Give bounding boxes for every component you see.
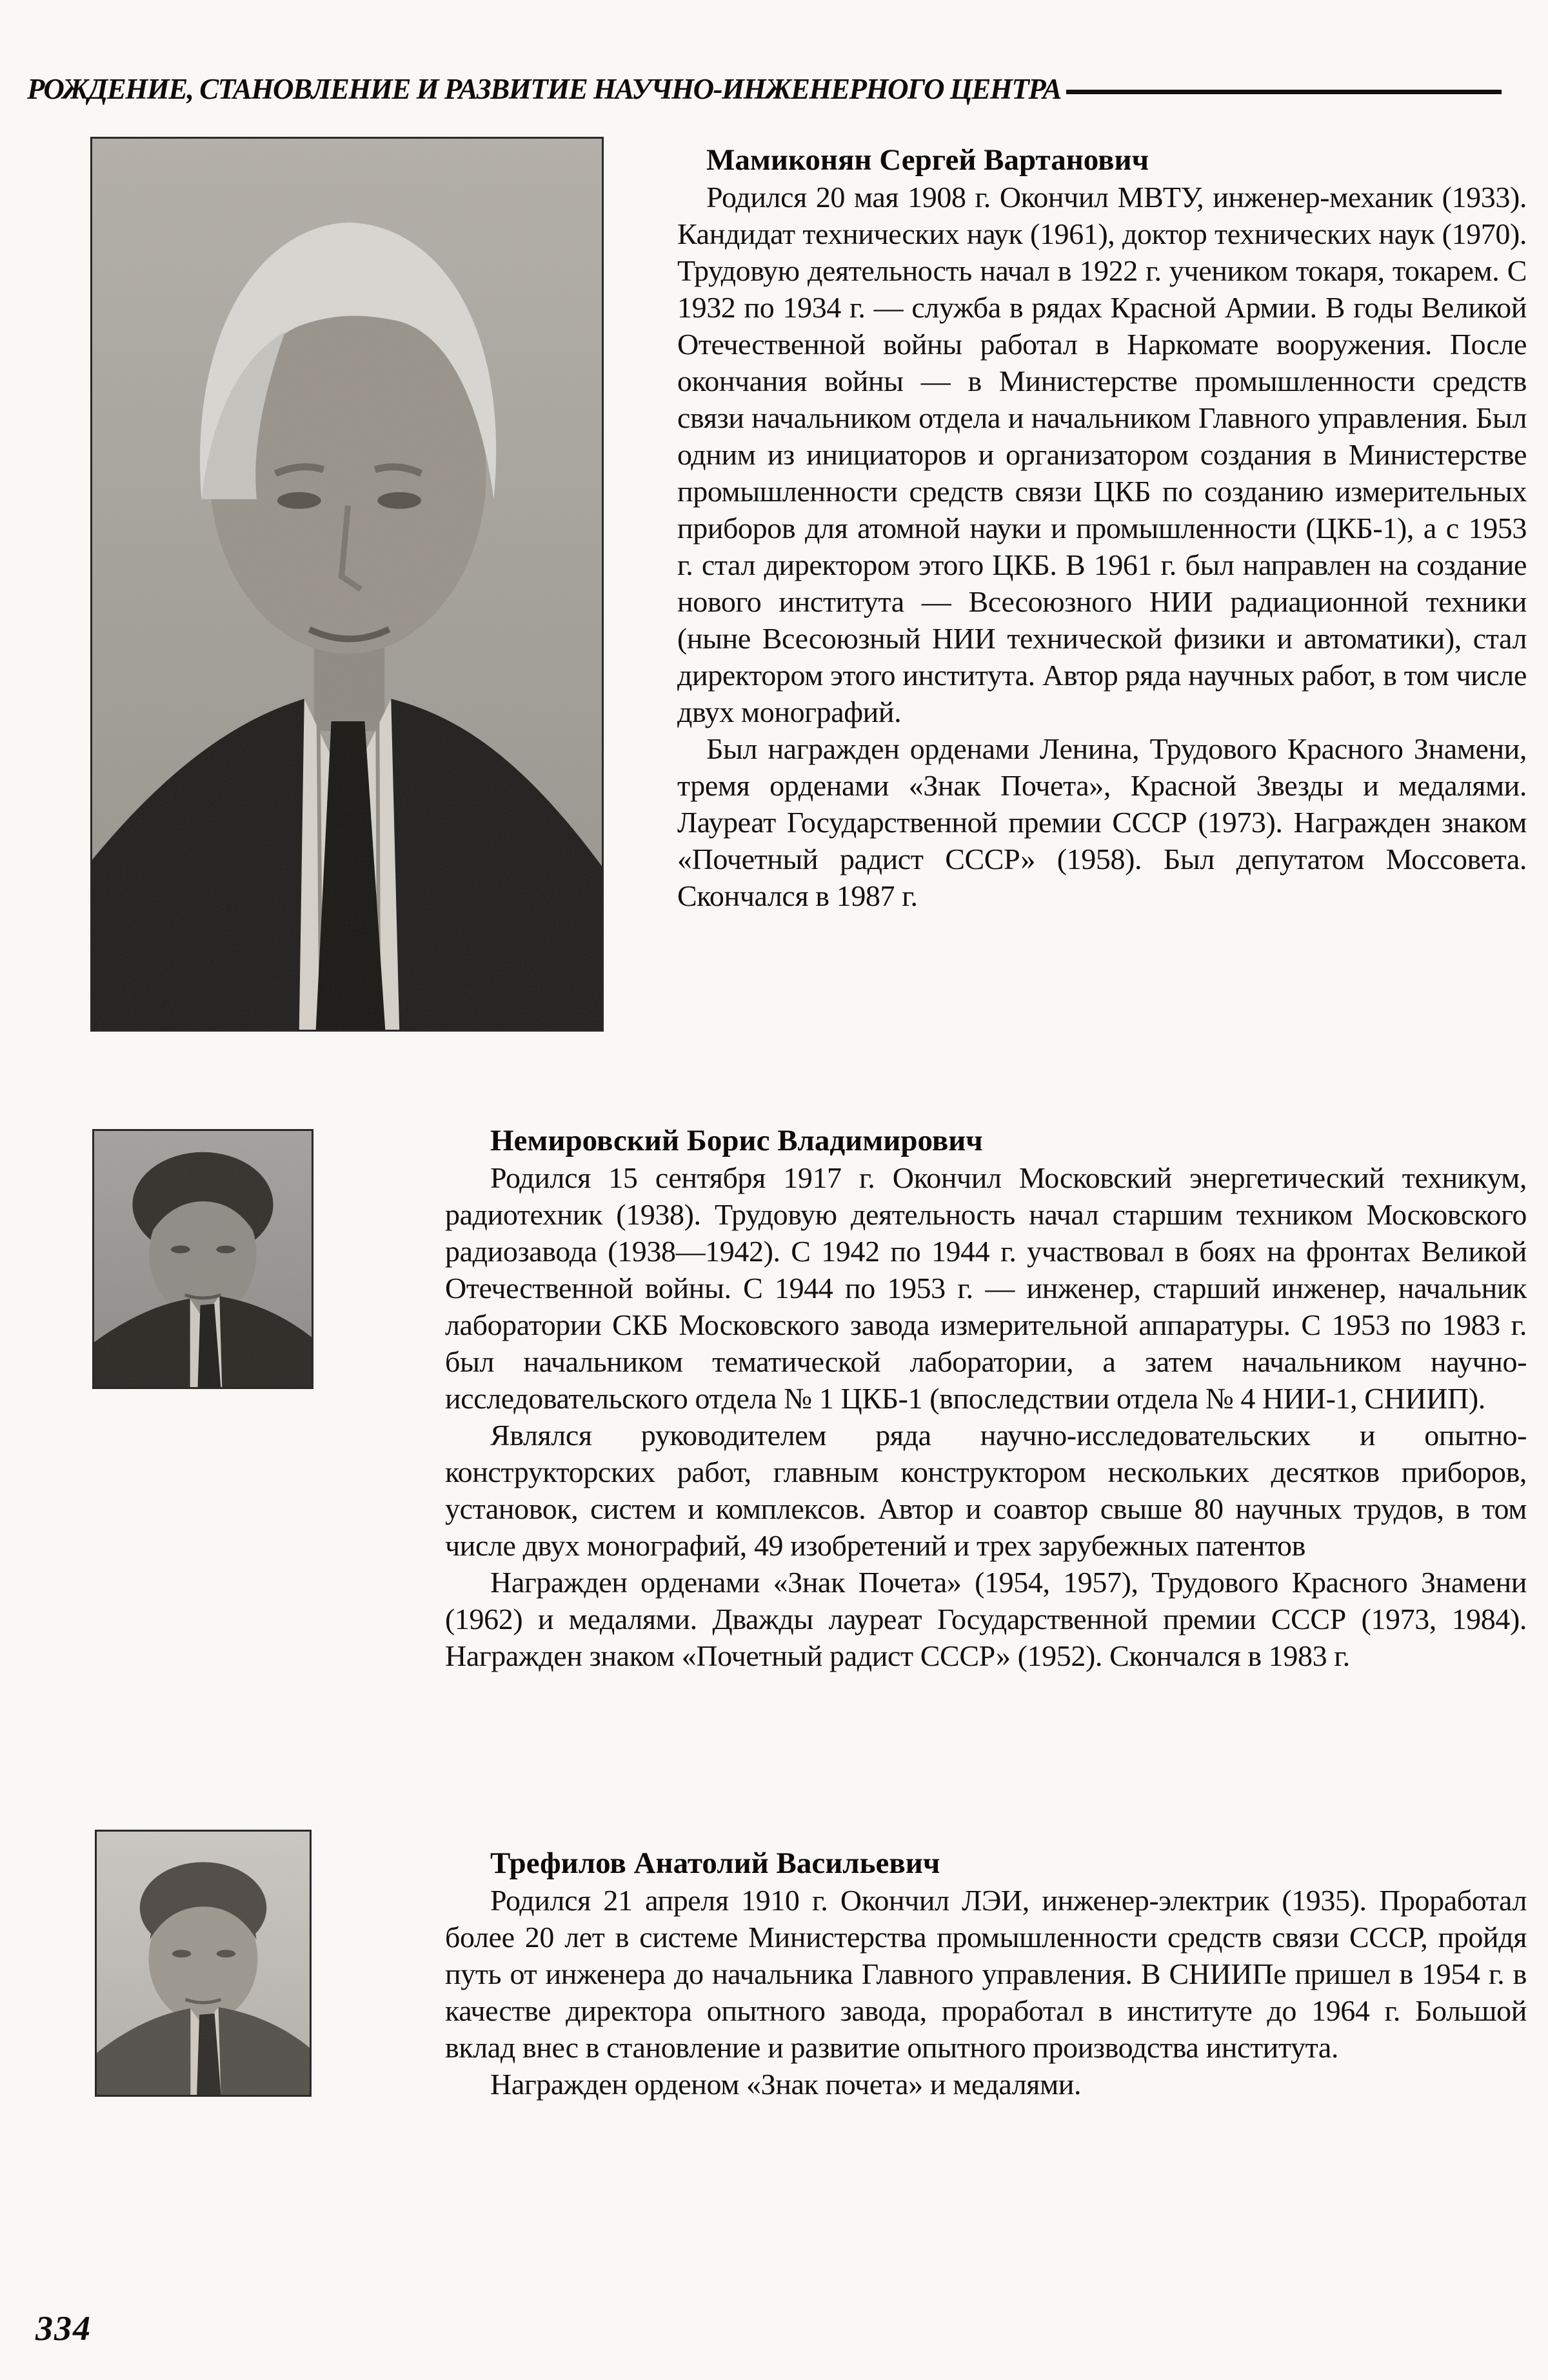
- bio-name-mamikonyan: Мамиконян Сергей Вартанович: [706, 143, 1149, 177]
- bio-mamikonyan: [677, 142, 1527, 914]
- bio-paragraphs-trefilov: [445, 1882, 1527, 2103]
- header-rule: [1066, 90, 1502, 94]
- bio-paragraph: Награжден орденами «Знак Почета» (1954, 1957), Трудового Красного Знамени (1962) и медалями. Дважды лауреат Государственной премии СССР (1973, 1984). Награжден знаком «Почетный радист СССР» (1952). Скончался в 1983 г.: [445, 1566, 1527, 1672]
- page-header: [27, 72, 1502, 106]
- bio-trefilov: [445, 1845, 1527, 2103]
- running-head-title: РОЖДЕНИЕ, СТАНОВЛЕНИЕ И РАЗВИТИЕ НАУЧНО-ИНЖЕНЕРНОГО ЦЕНТРА: [27, 73, 1061, 105]
- portrait-illustration: [97, 1832, 310, 2095]
- bio-paragraph: Родился 15 сентября 1917 г. Окончил Московский энергетический техникум, радиотехник (1938). Трудовую деятельность начал старшим техником Московского радиозавода (1938—1942). С 1942 по 1944 г. участвовал в боях на фронтах Великой Отечественной войны. С 1944 по 1953 г. — инженер, старший инженер, начальник лаборатории СКБ Московского завода измерительной аппаратуры. С 1953 по 1983 г. был начальником тематической лаборатории, а затем начальником научно-исследовательского отдела № 1 ЦКБ-1 (впоследствии отдела № 4 НИИ-1, СНИИП).: [445, 1161, 1527, 1415]
- bio-paragraph: Являлся руководителем ряда научно-исследовательских и опытно-конструкторских работ, главным конструктором нескольких десятков приборов, установок, систем и комплексов. Автор и соавтор свыше 80 научных трудов, в том числе двух монографий, 49 изобретений и трех зарубежных патентов: [445, 1419, 1527, 1562]
- portrait-illustration: [94, 1131, 312, 1387]
- bio-name-trefilov: Трефилов Анатолий Васильевич: [490, 1846, 940, 1880]
- bio-paragraphs-mamikonyan: [677, 179, 1527, 914]
- bio-paragraphs-nemirovsky: [445, 1159, 1527, 1674]
- bio-nemirovsky: [445, 1123, 1527, 1674]
- portrait-photo-nemirovsky: [92, 1129, 313, 1389]
- bio-paragraph: Был награжден орденами Ленина, Трудового Красного Знамени, тремя орденами «Знак Почета», Красной Звезды и медалями. Лауреат Государственной премии СССР (1973). Награжден знаком «Почетный радист СССР» (1958). Был депутатом Моссовета. Скончался в 1987 г.: [677, 732, 1527, 912]
- page-number: 334: [35, 2309, 92, 2348]
- bio-paragraph: Награжден орденом «Знак почета» и медалями.: [490, 2068, 1082, 2101]
- portrait-illustration: [92, 139, 602, 1030]
- bio-paragraph: Родился 20 мая 1908 г. Окончил МВТУ, инженер-механик (1933). Кандидат технических наук (1961), доктор технических наук (1970). Трудовую деятельность начал в 1922 г. учеником токаря, токарем. С 1932 по 1934 г. — служба в рядах Красной Армии. В годы Великой Отечественной войны работал в Наркомате вооружения. После окончания войны — в Министерстве промышленности средств связи начальником отдела и начальником Главного управления. Был одним из инициаторов и организатором создания в Министерстве промышленности средств связи ЦКБ по созданию измерительных приборов для атомной науки и промышленности (ЦКБ-1), а с 1953 г. стал директором этого ЦКБ. В 1961 г. был направлен на создание нового института — Всесоюзного НИИ радиационной техники (ныне Всесоюзный НИИ технической физики и автоматики), стал директором этого института. Автор ряда научных работ, в том числе двух монографий.: [677, 181, 1527, 728]
- portrait-photo-mamikonyan: [90, 137, 604, 1032]
- bio-name-nemirovsky: Немировский Борис Владимирович: [490, 1124, 983, 1157]
- bio-paragraph: Родился 21 апреля 1910 г. Окончил ЛЭИ, инженер-электрик (1935). Проработал более 20 лет в системе Министерства промышленности средств связи СССР, пройдя путь от инженера до начальника Главного управления. В СНИИПе пришел в 1954 г. в качестве директора опытного завода, проработал в институте до 1964 г. Большой вклад внес в становление и развитие опытного производства института.: [445, 1884, 1527, 2064]
- portrait-photo-trefilov: [95, 1830, 312, 2097]
